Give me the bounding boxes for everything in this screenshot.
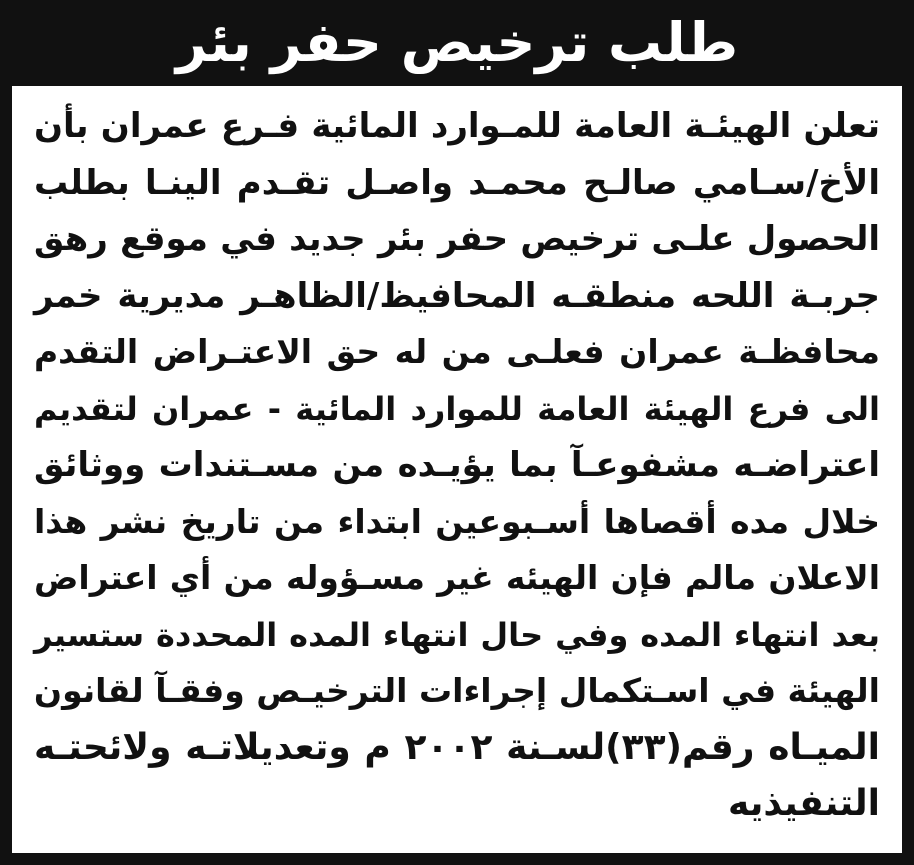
notice-line: اعتراضـه مشفوعـآ بما يؤيـده من مسـتندات ووثائق [34, 445, 880, 485]
notice-line-last: التنفيذيه [728, 783, 880, 824]
notice-line: بعد انتهاء المده وفي حال انتهاء المده المحددة ستسير [34, 615, 880, 654]
notice-line: الاعلان مالم فإن الهيئه غير مسـؤوله من أي اعتراض [34, 558, 880, 597]
notice-line: الأخ/سـامي صالـح محمـد واصـل تقـدم الينـا بطلب [34, 162, 880, 203]
notice-line: تعلن الهيئـة العامة للمـوارد المائية فـرع عمران بأن [34, 106, 880, 146]
notice-line: جربـة اللحه منطقـه المحافيظ/الظاهـر مديرية خمر [34, 275, 880, 316]
notice-line: محافظـة عمران فعلـى من له حق الاعتـراض التقدم [34, 332, 880, 371]
notice-line: الحصول علـى ترخيص حفر بئر جديد في موقع رهق [34, 219, 880, 259]
notice-line: الهيئة في اسـتكمال إجراءات الترخيـص وفقـآ لقانون [33, 671, 880, 710]
notice-line: خلال مده أقصاها أسـبوعين ابتداء من تاريخ نشر هذا [34, 501, 880, 541]
notice-line: الميـاه رقم(٣٣)لسـنة ٢٠٠٢ م وتعديلاتـه ولائحتـه [34, 726, 881, 768]
notice-body [34, 98, 880, 833]
notice-line: الى فرع الهيئة العامة للموارد المائية - عمران لتقديم [34, 389, 880, 428]
notice-header [12, 0, 902, 86]
notice-title: طلب ترخيص حفر بئر [175, 11, 739, 74]
